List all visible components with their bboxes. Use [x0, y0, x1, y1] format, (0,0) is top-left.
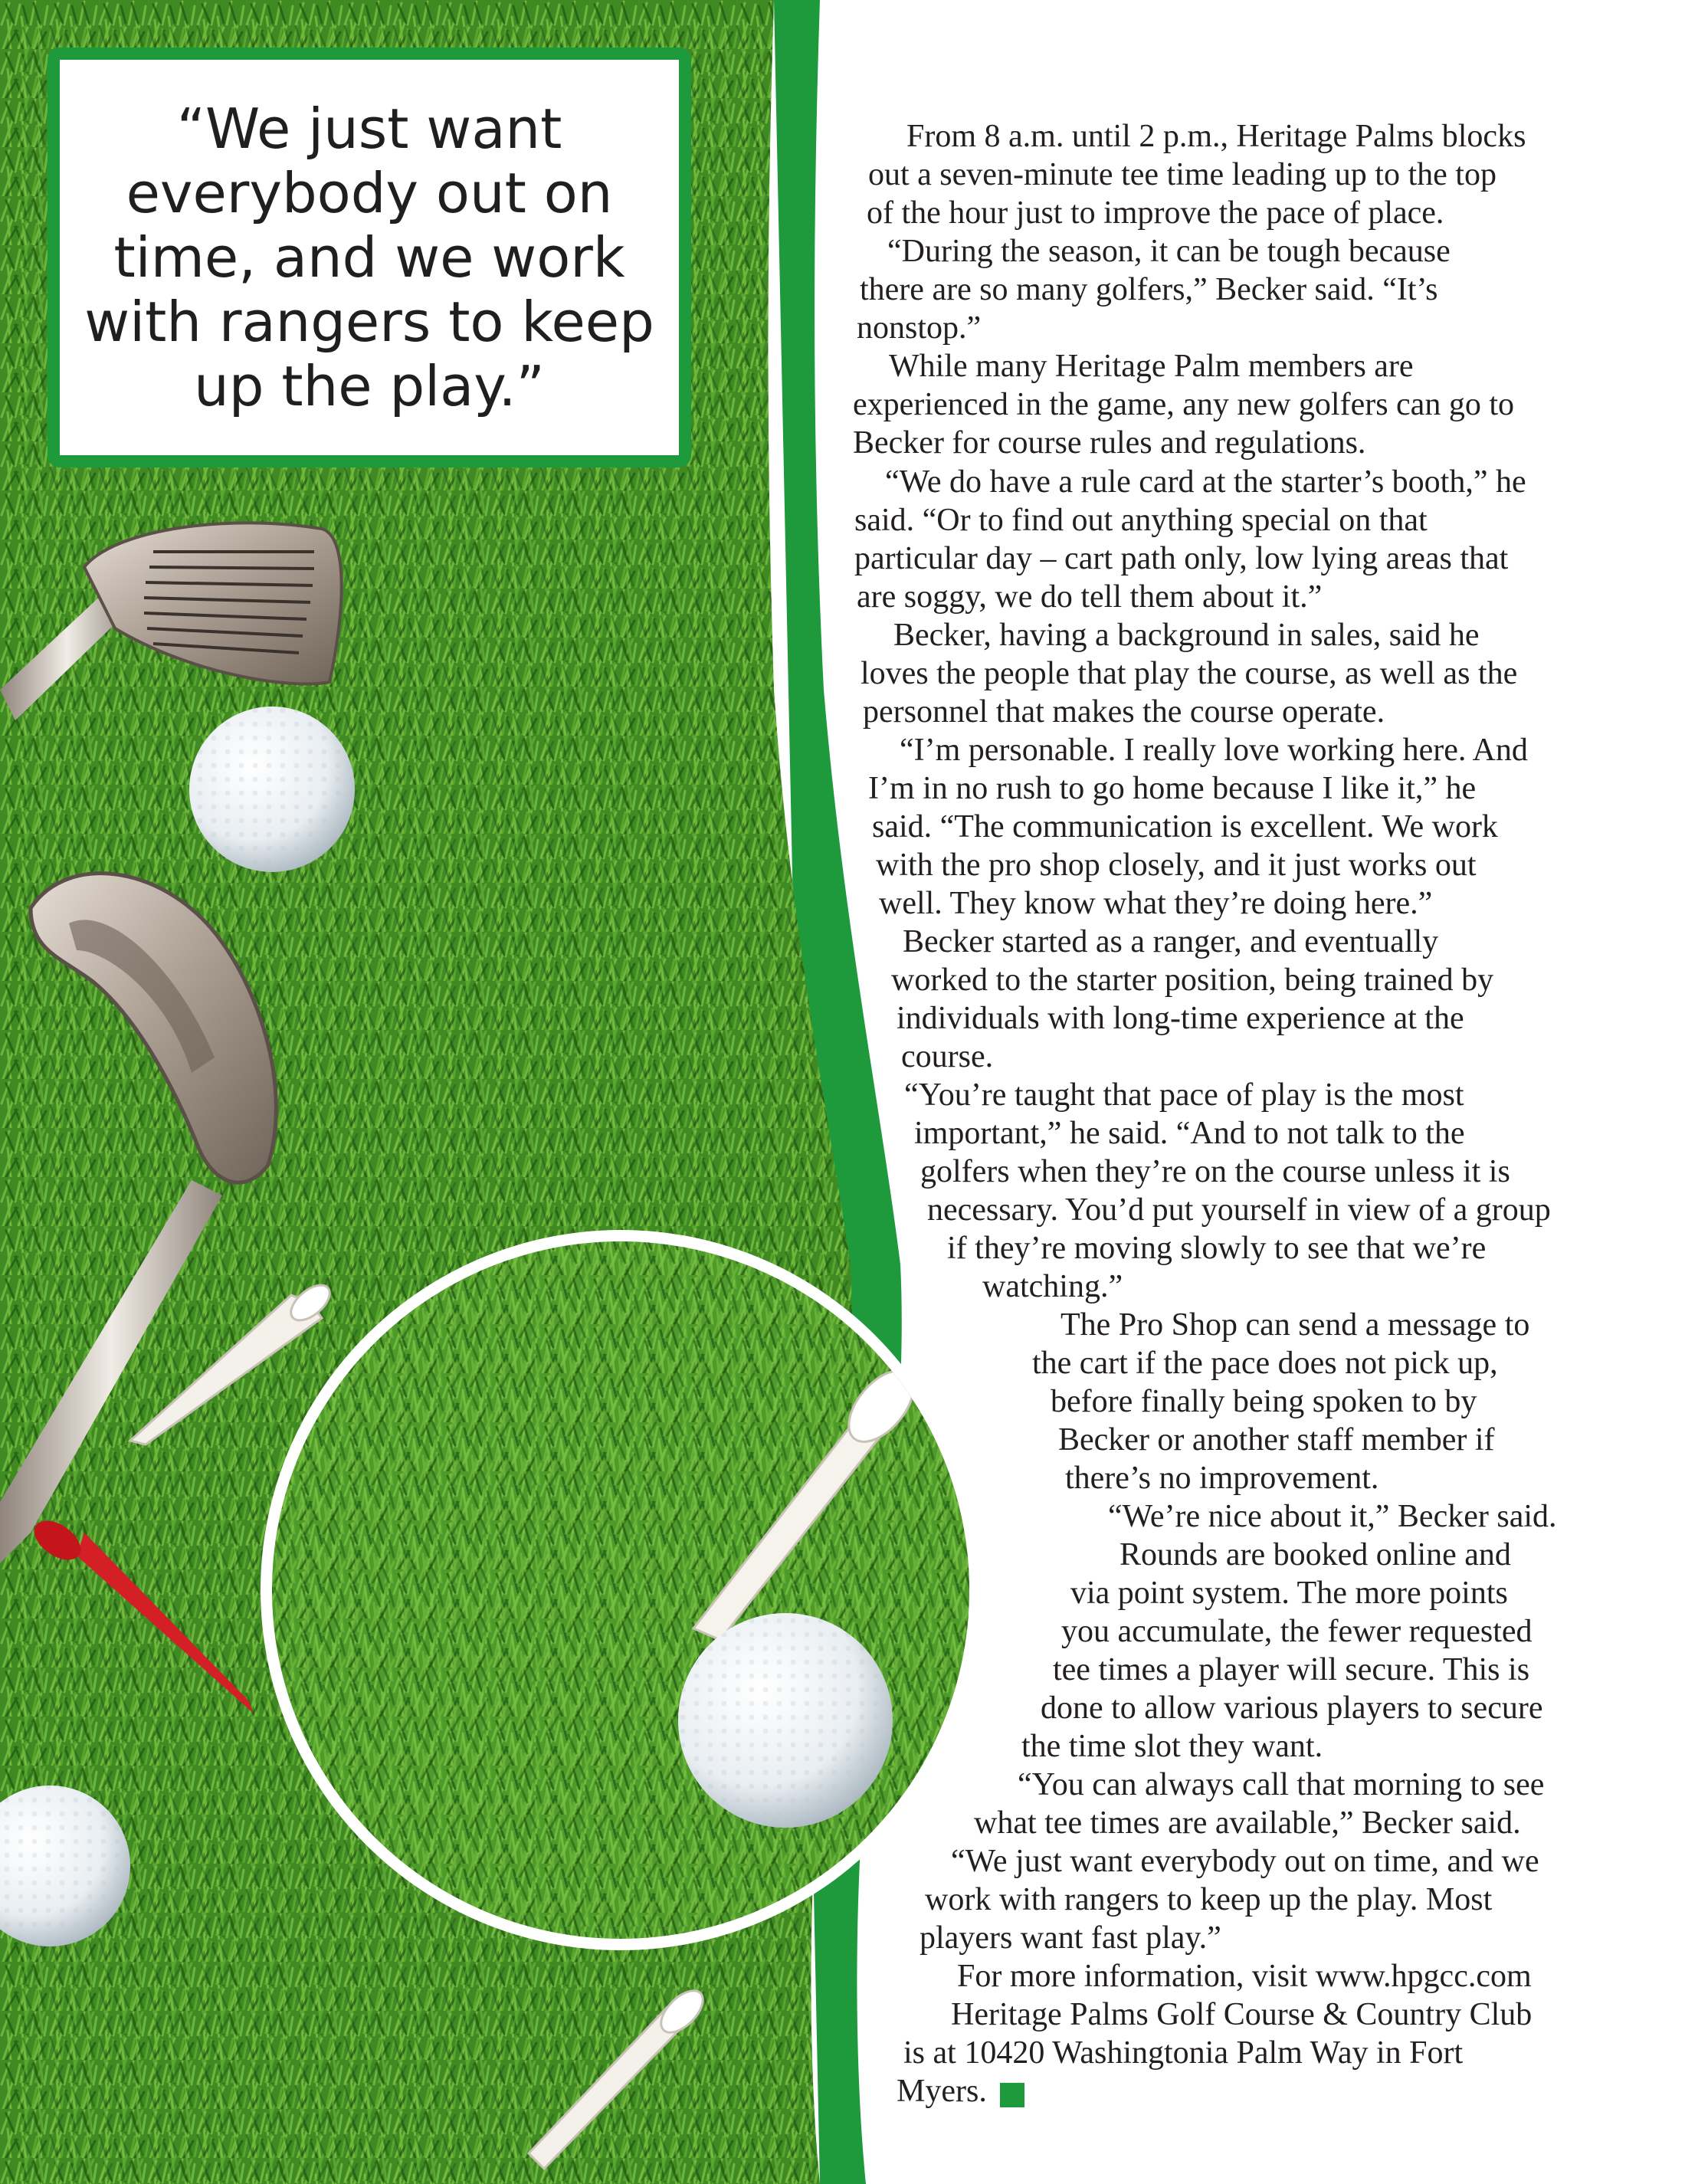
article-line: Becker for course rules and regulations.	[853, 425, 1366, 461]
article-line: “We do have a rule card at the starter’s booth,” he	[885, 464, 1526, 500]
article-line: tee times a player will secure. This is	[1053, 1652, 1530, 1687]
article-line: players want fast play.”	[920, 1920, 1221, 1956]
article-line: done to allow various players to secure	[1041, 1690, 1543, 1726]
article-line: what tee times are available,” Becker said.	[974, 1805, 1521, 1841]
pull-quote-text: “We just want everybody out on time, and we work with rangers to keep up the play.”	[84, 97, 654, 418]
article-line: “We just want everybody out on time, and we	[951, 1844, 1539, 1879]
article-line: “During the season, it can be tough because	[887, 234, 1451, 269]
article-line: individuals with long-time experience at the	[897, 1001, 1464, 1036]
article-line: is at 10420 Washingtonia Palm Way in Fort	[903, 2035, 1464, 2071]
article-line: you accumulate, the fewer requested	[1061, 1614, 1533, 1649]
article-line: of the hour just to improve the pace of place.	[867, 195, 1444, 231]
article-line: experienced in the game, any new golfers can go to	[853, 387, 1514, 422]
article-line: well. They know what they’re doing here.”	[879, 886, 1433, 921]
article-line: course.	[901, 1039, 994, 1074]
article-line: there are so many golfers,” Becker said. “It’s	[860, 272, 1438, 307]
article-line: said. “The communication is excellent. We work	[872, 809, 1498, 844]
article-line: While many Heritage Palm members are	[889, 349, 1414, 384]
article-line: out a seven-minute tee time leading up to the top	[868, 157, 1497, 192]
article-line: particular day – cart path only, low lying areas that	[854, 541, 1509, 576]
article-line: watching.”	[982, 1269, 1123, 1304]
article-line: Heritage Palms Golf Course & Country Club	[951, 1997, 1533, 2032]
article-line: Becker or another staff member if	[1058, 1422, 1495, 1458]
article-line: work with rangers to keep up the play. Most	[925, 1882, 1493, 1917]
article-line: if they’re moving slowly to see that we’re	[947, 1231, 1487, 1266]
article-line: personnel that makes the course operate.	[863, 694, 1385, 730]
golf-ball-icon	[678, 1613, 893, 1828]
article-line: worked to the starter position, being trained by	[891, 962, 1494, 998]
article-line: For more information, visit www.hpgcc.com	[957, 1959, 1532, 1994]
article-line: Becker, having a background in sales, said he	[893, 618, 1480, 653]
article-line: necessary. You’d put yourself in view of a group	[927, 1192, 1551, 1228]
article-line: before finally being spoken to by	[1051, 1384, 1477, 1419]
article-line: said. “Or to find out anything special on that	[854, 503, 1428, 538]
article-line: important,” he said. “And to not talk to the	[914, 1116, 1465, 1151]
end-of-article-marker	[1000, 2083, 1024, 2107]
golf-ball-icon	[189, 707, 355, 872]
article-line: The Pro Shop can send a message to	[1061, 1307, 1530, 1343]
article-line: “We’re nice about it,” Becker said.	[1108, 1499, 1557, 1534]
article-line: “I’m personable. I really love working here. And	[900, 733, 1528, 768]
article-line: Rounds are booked online and	[1120, 1537, 1511, 1572]
article-line: Becker started as a ranger, and eventually	[903, 924, 1439, 959]
article-line: with the pro shop closely, and it just works out	[876, 848, 1477, 883]
article-line: nonstop.”	[857, 310, 982, 346]
article-line: via point system. The more points	[1070, 1576, 1508, 1611]
article-line: From 8 a.m. until 2 p.m., Heritage Palms blocks	[906, 119, 1526, 154]
article-line: Myers.	[897, 2074, 987, 2109]
article-line: “You can always call that morning to see	[1018, 1767, 1545, 1802]
pull-quote-box	[48, 48, 691, 467]
article-line: are soggy, we do tell them about it.”	[857, 579, 1323, 615]
article-line: golfers when they’re on the course unless it is	[920, 1154, 1510, 1189]
article-line: loves the people that play the course, as well as the	[861, 656, 1518, 691]
article-line: the cart if the pace does not pick up,	[1032, 1346, 1498, 1381]
article-line: “You’re taught that pace of play is the most	[904, 1077, 1464, 1113]
article-line: the time slot they want.	[1021, 1729, 1323, 1764]
article-line: I’m in no rush to go home because I like it,” he	[868, 771, 1477, 806]
article-line: there’s no improvement.	[1065, 1461, 1379, 1496]
